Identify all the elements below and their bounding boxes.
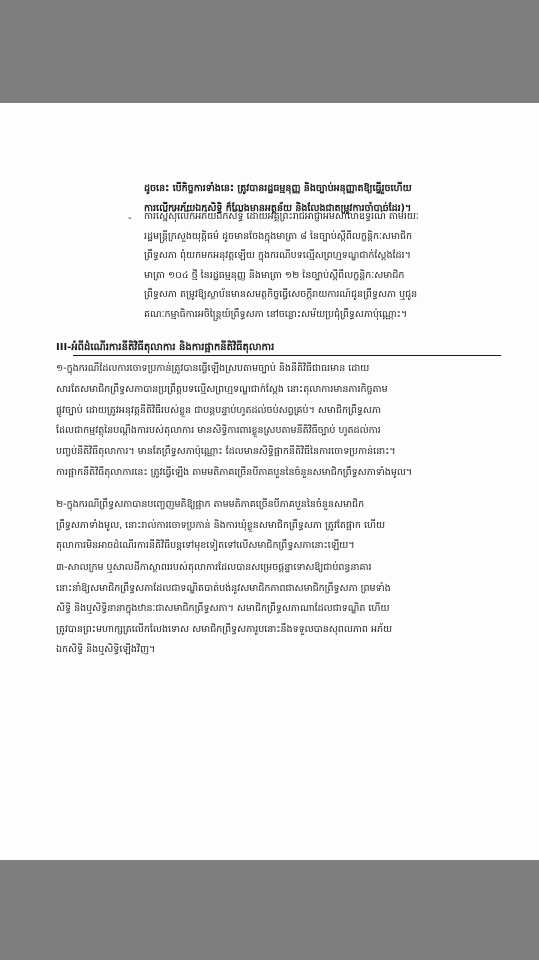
bullet-paragraph: ការស្នើសុំលើកអភ័យឯកសិទ្ធិ ដោយអគ្គព្រះរាជអាជ្ញាអមសាលាឧទ្ធរណ៍ តាមរយៈ រដ្ឋមន្ត្រីក្រសួងយុត្តិធម៌ ដូចមានចែងក្នុងមាត្រា ៨ នៃច្បាប់ស្តីពីលក្ខន្តិកៈសមាជិក ព្រឹទ្ធសភា ពុំយកមកអនុវត្តឡើយ ក្នុងករណីបទល្មើសព្រហ្មទណ្ឌជាក់ស្តែងដែរ។ មាត្រា ១០៤ ថ្មី នៃរដ្ឋធម្មនុញ្ញ និងមាត្រា ១២ នៃច្បាប់ស្តីពីលក្ខន្តិកៈសមាជិក ព្រឹទ្ធសភា តម្រូវឱ្យស្ថាប័នមានសមត្ថកិច្ចធ្វើសេចក្តីរាយការណ៍ជូនព្រឹទ្ធសភា ឬជូន គណៈកម្មាធិការអចិន្ត្រៃយ៍ព្រឹទ្ធសភា នៅចន្លោះសម័យប្រជុំព្រឹទ្ធសភាប៉ុណ្ណោះ។ bbox=[144, 211, 419, 320]
top-gray-band bbox=[0, 0, 539, 103]
paragraph-2: ២-ក្នុងករណីព្រឹទ្ធសភាបានបញ្ចេញមតិឱ្យផ្អាក តាមមតិភាគច្រើនបីភាគបួននៃចំនួនសមាជិក ព្រឹទ្ធសភាទាំងមូល, នោះរាល់ការចោទប្រកាន់ និងការឃុំខ្លួនសមាជិកព្រឹទ្ធសភា ត្រូវតែផ្អាក ហើយ តុលាការមិនអាចដំណើរការនីតិវិធីបន្តទៅមុខទៀតទៅលើសមាជិកព្រឹទ្ធសភានោះឡើយ។ bbox=[56, 499, 386, 551]
document-page bbox=[0, 103, 539, 860]
paragraph-3: ៣-សាលក្រម ឬសាលដីកាស្ថាពររបស់តុលាការដែលបានសម្រេចផ្តន្ទាទោសឱ្យជាប់ពន្ធនាគារ នោះនាំឱ្យសមាជិកព្រឹទ្ធសភាដែលជាទណ្ឌិតបាត់បង់នូវសមាជិកភាពជាសមាជិកព្រឹទ្ធសភា ព្រមទាំង សិទ្ធិ និងឬសិទ្ធិនានាក្នុងឋានៈជាសមាជិកព្រឹទ្ធសភា។ សមាជិកព្រឹទ្ធសភាណាដែលជាទណ្ឌិត ហើយ ត្រូវបានព្រះមហាក្សត្រលើកលែងទោស សមាជិកព្រឹទ្ធសភារូបនោះនឹងទទួលបានសុពលភាព អភ័យ ឯកសិទ្ធិ និងឬសិទ្ធិឡើងវិញ។ bbox=[56, 562, 393, 655]
bottom-gray-band bbox=[0, 860, 539, 960]
bullet-dash: - bbox=[128, 213, 132, 224]
heading-underline bbox=[73, 355, 501, 356]
paragraph-1: ១-ក្នុងករណីដែលការចោទប្រកាន់ត្រូវបានធ្វើឡើងស្របតាមច្បាប់ និងនីតិវិធីជាធរមាន ដោយ សារតែសមាជិកព្រឹទ្ធសភាបានប្រព្រឹត្តបទល្មើសព្រហ្មទណ្ឌជាក់ស្តែង នោះតុលាការមានភារកិច្ចតាម ផ្លូវច្បាប់ ដោយត្រូវអនុវត្តនីតិវិធីរបស់ខ្លួន ជាបន្តបន្ទាប់ហូតដល់ចប់សព្វគ្រប់។ សមាជិកព្រឹទ្ធសភា ដែលជាកម្មវត្ថុនៃបណ្តឹងការបស់តុលាការ មានសិទ្ធិការពារខ្លួនស្របតាមនីតិវិធីច្បាប់ ហូតដល់ការ បញ្ចប់នីតិវិធីតុលាការ។ មានតែព្រឹទ្ធសភាប៉ុណ្ណោះ ដែលមានសិទ្ធិផ្អាកនីតិវិធីនៃការចោទប្រកាន់នោះ។ ការផ្អាកនីតិវិធីតុលាការនេះ ត្រូវធ្វើឡើង តាមមតិភាគច្រើនបីភាគបួននៃចំនួនសមាជិកព្រឹទ្ធសភាទាំងមូល។ bbox=[56, 363, 413, 478]
intro-bold-text: ដូចនេះ បើកិច្ចការទាំងនេះ ត្រូវបានរដ្ឋធម្មនុញ្ញ និងច្បាប់អនុញ្ញាតឱ្យធ្វើរួចហើយ ការលើកអភ័យឯកសិទ្ធិ ក៏លែងមានអត្ថន័យ និងលែងជាតម្រូវការចាំបាច់ដែរ)។ bbox=[144, 183, 412, 214]
section-heading-text: III-អំពីដំណើរការនីតិវិធីតុលាការ និងការផ្អាកនីតិវិធីតុលាការ bbox=[56, 342, 275, 353]
section-heading bbox=[56, 337, 501, 359]
